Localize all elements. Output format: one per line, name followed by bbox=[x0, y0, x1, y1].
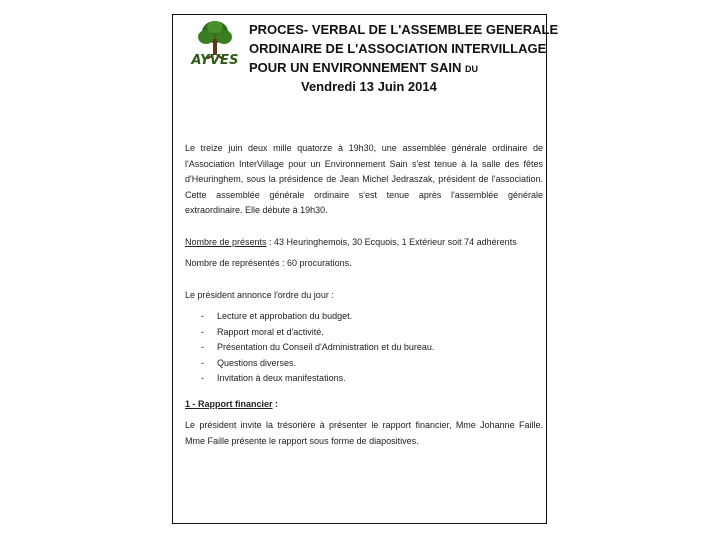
section-heading-suffix: : bbox=[272, 398, 279, 409]
agenda-item: - Rapport moral et d'activité. bbox=[201, 325, 543, 341]
title-line-3: POUR UN ENVIRONNEMENT SAIN du bbox=[249, 60, 478, 75]
agenda-item: - Lecture et approbation du budget. bbox=[201, 309, 543, 325]
title-date: Vendredi 13 Juin 2014 bbox=[301, 79, 437, 94]
association-logo bbox=[187, 19, 239, 73]
document-body bbox=[185, 141, 543, 449]
present-value: : 43 Heuringhemois, 30 Ecquois, 1 Extérieur soit 74 adhérents bbox=[266, 236, 517, 247]
section-heading-text: 1 - Rapport financier bbox=[185, 398, 273, 409]
agenda-list bbox=[185, 309, 543, 387]
document-page bbox=[172, 14, 559, 524]
financial-report-paragraph: Le président invite la trésorière à présenter le rapport financier, Mme Johanne Faille. Mme Faille présente le rapport sous forme de diapositives. bbox=[185, 420, 543, 446]
document-title bbox=[249, 20, 559, 96]
agenda-item: - Questions diverses. bbox=[201, 356, 543, 372]
agenda-intro: Le président annonce l'ordre du jour : bbox=[185, 289, 334, 300]
logo-text: AYVES bbox=[191, 53, 239, 68]
intro-paragraph: Le treize juin deux mille quatorze à 19h30, une assemblée générale ordinaire de l'Association InterVillage pour un Environnement Sain s'est tenue à la salle des fêtes d'Heuringhem, sous la présidence de Jean Michel Jedraszak, président de l'association. Cette assemblée générale ordinaire s'est tenue après l'assemblée générale extraordinaire. Elle débute à 19h30. bbox=[185, 143, 543, 215]
section-heading-financial bbox=[185, 397, 543, 413]
present-label: Nombre de présents bbox=[185, 236, 267, 247]
title-line-1: PROCES- VERBAL DE L'ASSEMBLEE GENERALE bbox=[249, 22, 559, 37]
present-count bbox=[185, 235, 543, 251]
agenda-item: - Invitation à deux manifestations. bbox=[201, 371, 543, 387]
represented-count: Nombre de représentés : 60 procurations. bbox=[185, 258, 352, 268]
agenda-item: - Présentation du Conseil d'Administration et du bureau. bbox=[201, 340, 543, 356]
title-line-2: ORDINAIRE DE L'ASSOCIATION INTERVILLAGE bbox=[249, 41, 547, 56]
